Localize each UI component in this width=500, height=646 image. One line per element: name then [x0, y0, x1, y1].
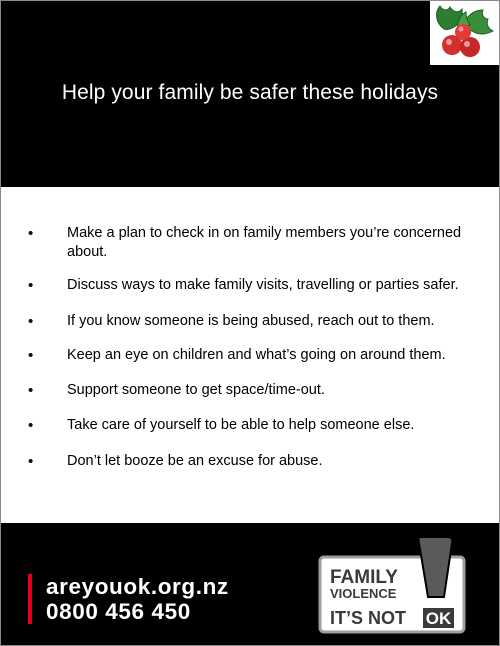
tip-text: Make a plan to check in on family members you’re concerned about. [67, 225, 462, 260]
website-link[interactable]: areyouok.org.nz [46, 574, 229, 599]
bullet: • [28, 347, 34, 364]
tip-text: Support someone to get space/time-out. [67, 382, 325, 398]
tip-text: If you know someone is being abused, reach out to them. [67, 313, 435, 329]
tip-text: Take care of yourself to be able to help someone else. [67, 417, 415, 433]
bullet: • [28, 453, 34, 470]
bullet: • [28, 417, 34, 434]
holly-icon [430, 1, 499, 65]
header-band [1, 1, 499, 187]
logo-ok: OK [425, 609, 452, 628]
tip-text: Keep an eye on children and what’s going on around them. [67, 347, 446, 363]
logo-family: FAMILY [330, 567, 398, 588]
logo-violence: VIOLENCE [330, 586, 397, 601]
tips-list [1, 187, 499, 523]
bullet: • [28, 382, 34, 399]
logo-its-not: IT’S NOT [330, 608, 406, 628]
phone-number: 0800 456 450 [46, 599, 191, 624]
bullet: • [28, 313, 34, 330]
family-violence-logo [318, 535, 468, 635]
contact-block [28, 574, 229, 624]
headline: Help your family be safer these holidays [61, 81, 439, 104]
bullet: • [28, 225, 34, 242]
bullet: • [28, 277, 34, 294]
tip-text: Discuss ways to make family visits, travelling or parties safer. [67, 277, 459, 293]
tip-text: Don’t let booze be an excuse for abuse. [67, 453, 323, 469]
